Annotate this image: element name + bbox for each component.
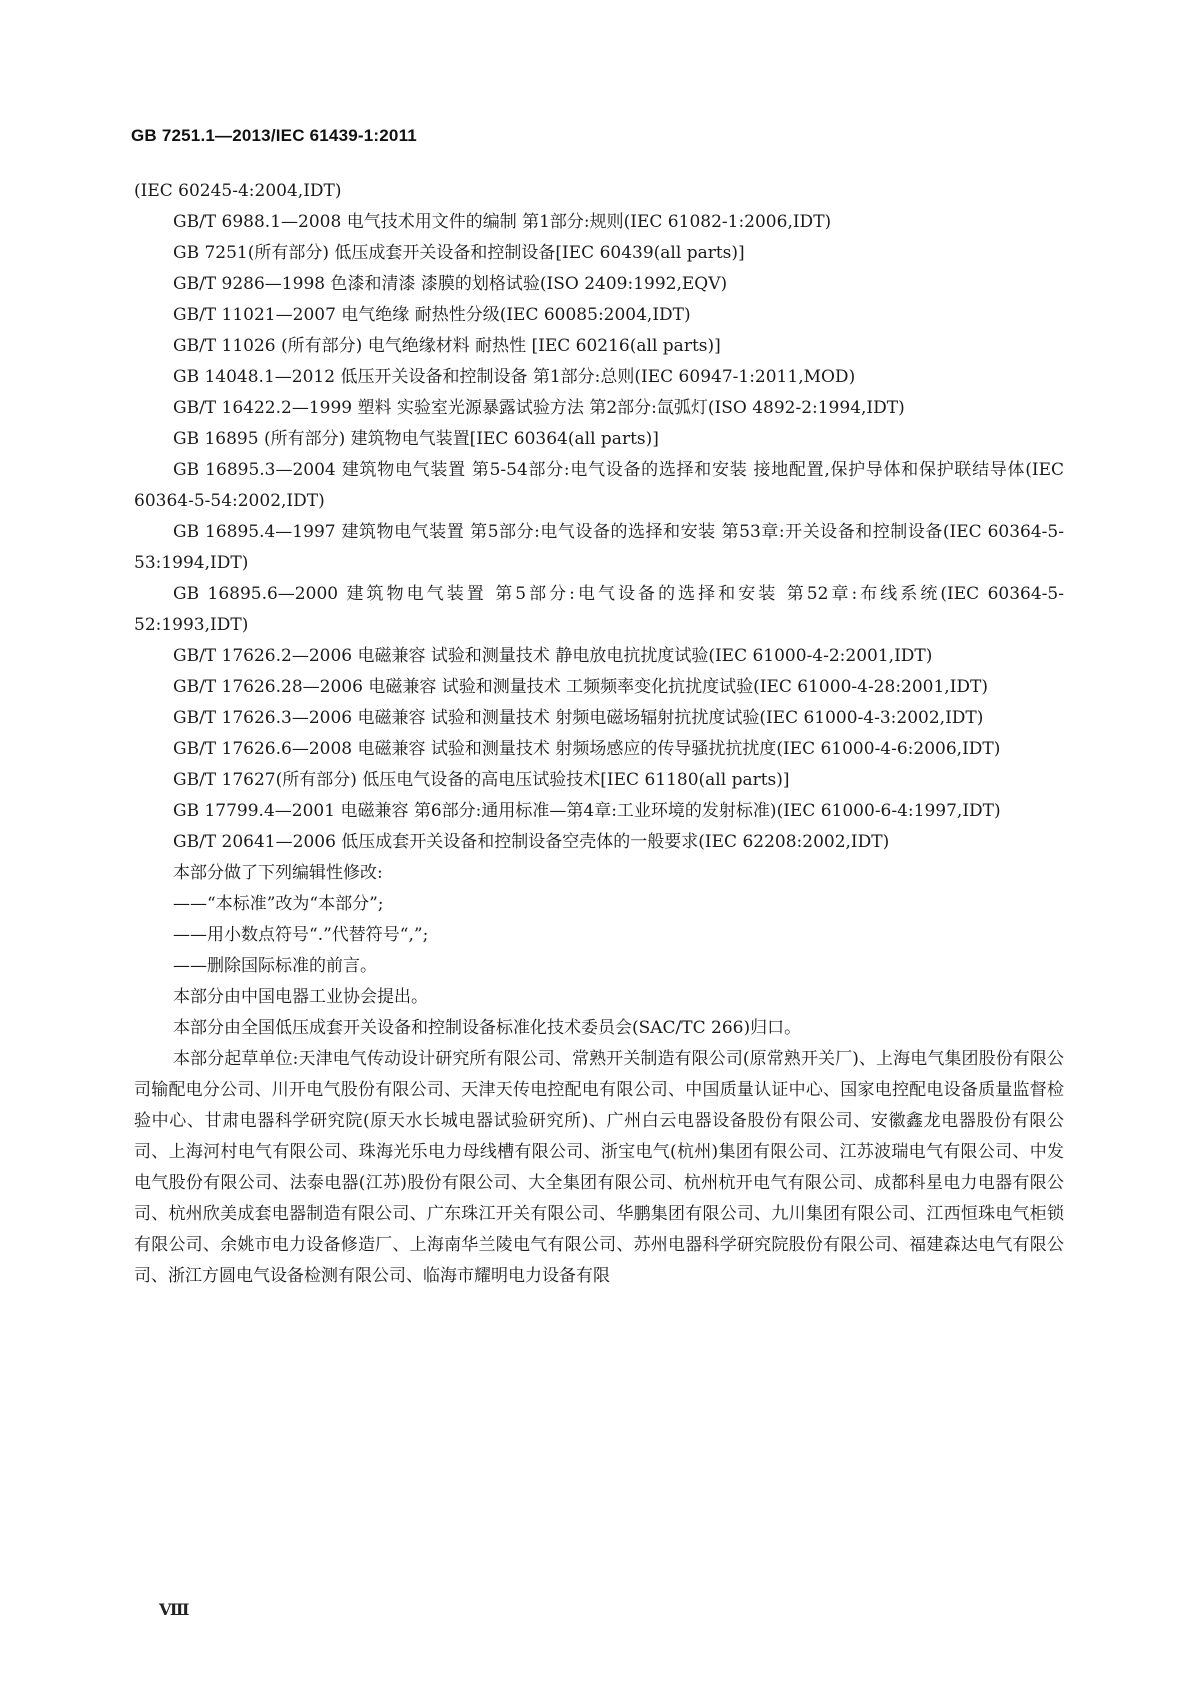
edit-change-item: ——删除国际标准的前言。	[173, 956, 377, 976]
edit-change-item: ——“本标准”改为“本部分”;	[173, 894, 384, 914]
reference-item: GB 16895.4—1997 建筑物电气装置 第5部分:电气设备的选择和安装 第53章:开关设备和控制设备(IEC 60364-5-53:1994,IDT)	[134, 522, 1064, 573]
reference-continuation: (IEC 60245-4:2004,IDT)	[134, 181, 342, 201]
reference-item: GB/T 6988.1—2008 电气技术用文件的编制 第1部分:规则(IEC 61082-1:2006,IDT)	[173, 212, 832, 232]
reference-item: GB/T 17626.28—2006 电磁兼容 试验和测量技术 工频频率变化抗扰度试验(IEC 61000-4-28:2001,IDT)	[173, 677, 989, 697]
reference-item: GB/T 20641—2006 低压成套开关设备和控制设备空壳体的一般要求(IEC 62208:2002,IDT)	[173, 832, 890, 852]
reference-item: GB 17799.4—2001 电磁兼容 第6部分:通用标准—第4章:工业环境的发射标准)(IEC 61000-6-4:1997,IDT)	[173, 801, 1001, 821]
document-body	[134, 176, 1064, 1292]
reference-item: GB/T 17626.6—2008 电磁兼容 试验和测量技术 射频场感应的传导骚扰抗扰度(IEC 61000-4-6:2006,IDT)	[173, 739, 1001, 759]
reference-item: GB/T 11026 (所有部分) 电气绝缘材料 耐热性 [IEC 60216(all parts)]	[173, 336, 721, 356]
reference-item: GB/T 9286—1998 色漆和清漆 漆膜的划格试验(ISO 2409:1992,EQV)	[173, 274, 728, 294]
reference-item: GB/T 17626.2—2006 电磁兼容 试验和测量技术 静电放电抗扰度试验(IEC 61000-4-2:2001,IDT)	[173, 646, 933, 666]
reference-item: GB 16895.6—2000 建筑物电气装置 第5部分:电气设备的选择和安装 第52章:布线系统(IEC 60364-5-52:1993,IDT)	[134, 584, 1064, 635]
page-number: Ⅷ	[159, 1602, 190, 1619]
technical-committee-statement: 本部分由全国低压成套开关设备和控制设备标准化技术委员会(SAC/TC 266)归口。	[173, 1018, 802, 1038]
reference-item: GB 14048.1—2012 低压开关设备和控制设备 第1部分:总则(IEC 60947-1:2011,MOD)	[173, 367, 856, 387]
drafting-organizations: 本部分起草单位:天津电气传动设计研究所有限公司、常熟开关制造有限公司(原常熟开关厂)、上海电气集团股份有限公司输配电分公司、川开电气股份有限公司、天津天传电控配电有限公司、中国质量认证中心、国家电控配电设备质量监督检验中心、甘肃电器科学研究院(原天水长城电器试验研究所)、广州白云电器设备股份有限公司、安徽鑫龙电器股份有限公司、上海河村电气有限公司、珠海光乐电力母线槽有限公司、浙宝电气(杭州)集团有限公司、江苏波瑞电气有限公司、中发电气股份有限公司、法泰电器(江苏)股份有限公司、大全集团有限公司、杭州杭开电气有限公司、成都科星电力电器有限公司、杭州欣美成套电器制造有限公司、广东珠江开关有限公司、华鹏集团有限公司、九川集团有限公司、江西恒珠电气柜锁有限公司、余姚市电力设备修造厂、上海南华兰陵电气有限公司、苏州电器科学研究院股份有限公司、福建森达电气有限公司、浙江方圆电气设备检测有限公司、临海市耀明电力设备有限	[134, 1049, 1064, 1286]
reference-item: GB 16895 (所有部分) 建筑物电气装置[IEC 60364(all parts)]	[173, 429, 659, 449]
reference-item: GB/T 17626.3—2006 电磁兼容 试验和测量技术 射频电磁场辐射抗扰度试验(IEC 61000-4-3:2002,IDT)	[173, 708, 984, 728]
edit-change-item: ——用小数点符号“.”代替符号“,”;	[173, 925, 429, 945]
reference-item: GB/T 11021—2007 电气绝缘 耐热性分级(IEC 60085:2004,IDT)	[173, 305, 691, 325]
proposer-statement: 本部分由中国电器工业协会提出。	[173, 987, 428, 1007]
reference-item: GB/T 16422.2—1999 塑料 实验室光源暴露试验方法 第2部分:氙弧灯(ISO 4892-2:1994,IDT)	[173, 398, 905, 418]
standard-number-header: GB 7251.1—2013/IEC 61439-1:2011	[131, 126, 417, 145]
edit-changes-intro: 本部分做了下列编辑性修改:	[173, 863, 383, 883]
reference-item: GB/T 17627(所有部分) 低压电气设备的高电压试验技术[IEC 61180(all parts)]	[173, 770, 790, 790]
reference-item: GB 7251(所有部分) 低压成套开关设备和控制设备[IEC 60439(all parts)]	[173, 243, 745, 263]
reference-item: GB 16895.3—2004 建筑物电气装置 第5-54部分:电气设备的选择和安装 接地配置,保护导体和保护联结导体(IEC 60364-5-54:2002,IDT)	[134, 460, 1064, 511]
